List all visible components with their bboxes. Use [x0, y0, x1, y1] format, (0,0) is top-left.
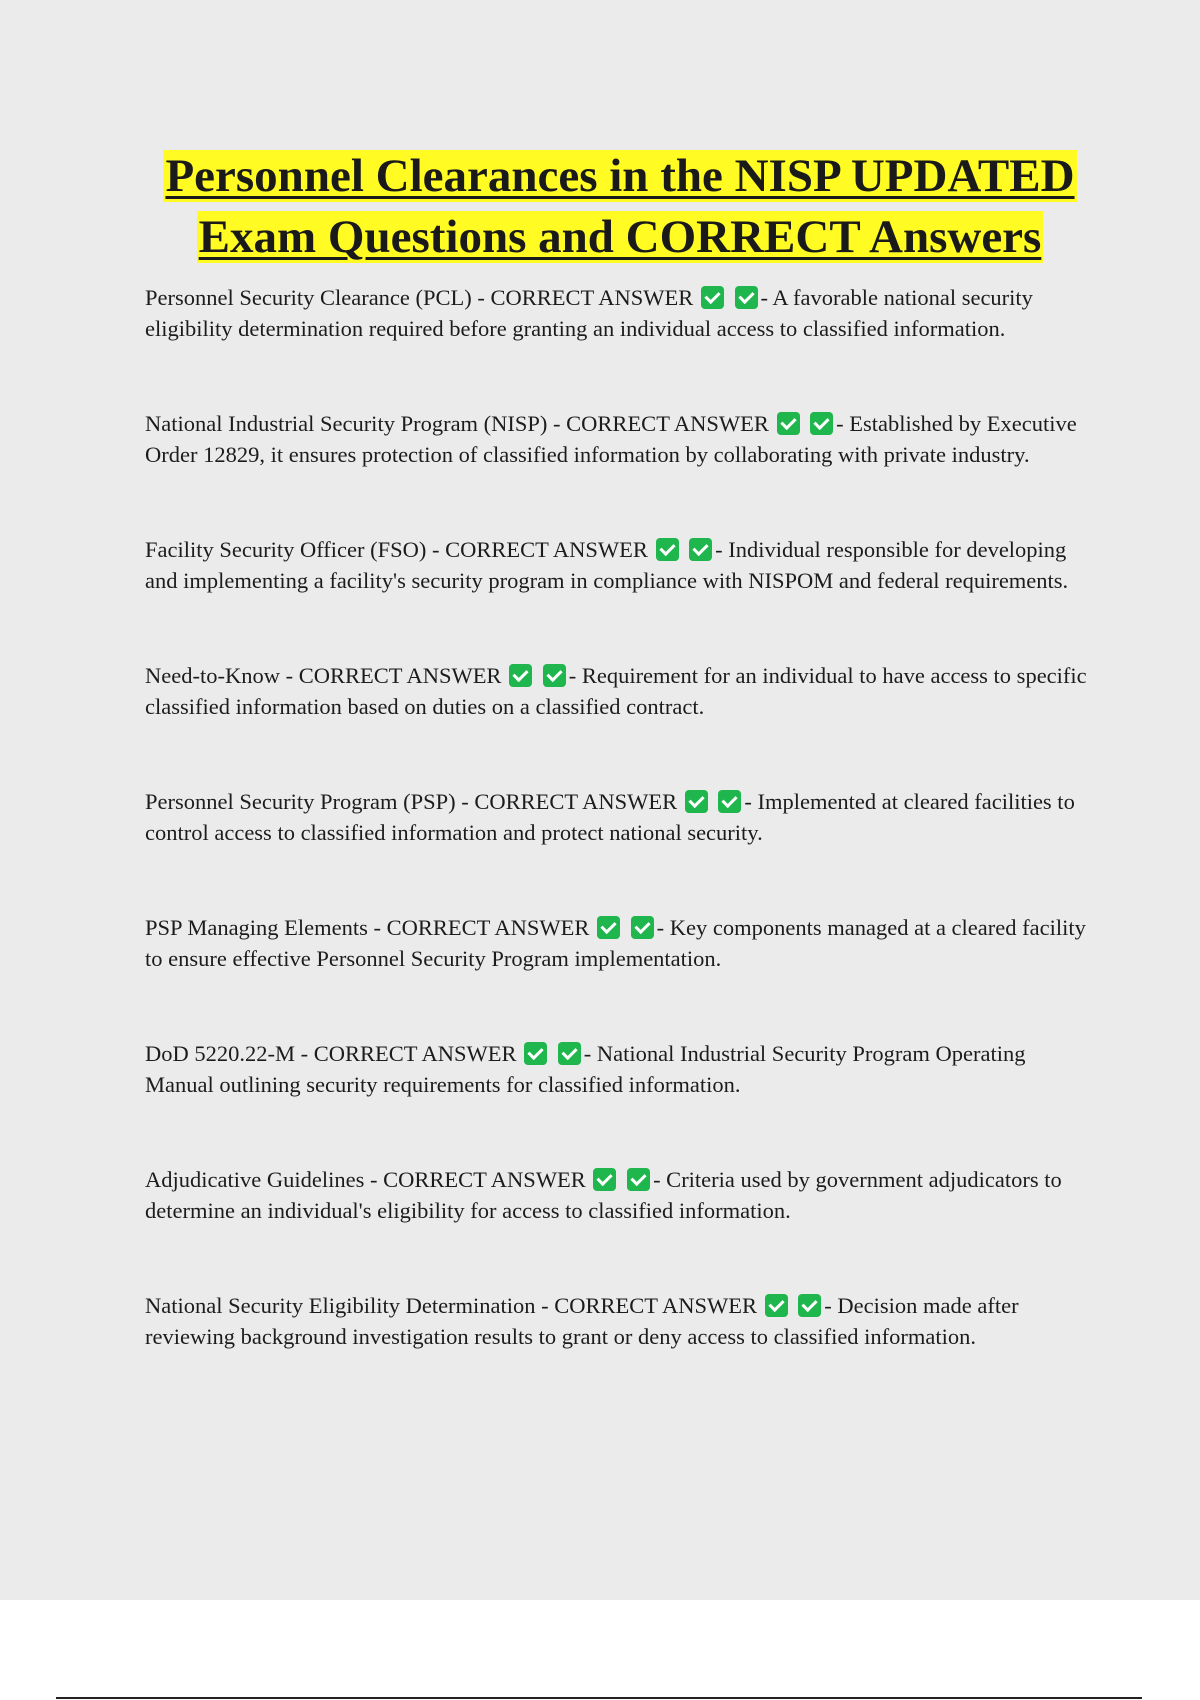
check-mark-icon: [627, 1168, 650, 1191]
qa-entry: [145, 1164, 1095, 1226]
qa-entry: [145, 1038, 1095, 1100]
entry-term: Personnel Security Program (PSP) - CORRECT ANSWER: [145, 789, 678, 814]
qa-list: [145, 282, 1095, 1416]
entry-definition: - Individual responsible for developing and implementing a facility's security program in compliance with NISPOM and federal requirements.: [145, 537, 1069, 593]
title-line-2: Exam Questions and CORRECT Answers: [198, 211, 1042, 263]
entry-definition: - National Industrial Security Program Operating Manual outlining security requirements for classified information.: [145, 1041, 1026, 1097]
check-mark-icon: [777, 412, 800, 435]
entry-definition: - Implemented at cleared facilities to control access to classified information and protect national security.: [145, 789, 1075, 845]
check-mark-icon: [718, 790, 741, 813]
entry-definition: - Established by Executive Order 12829, it ensures protection of classified information by collaborating with private industry.: [145, 411, 1077, 467]
check-mark-icon: [524, 1042, 547, 1065]
entry-definition: - Requirement for an individual to have access to specific classified information based on duties on a classified contract.: [145, 663, 1087, 719]
check-mark-icon: [656, 538, 679, 561]
qa-entry: [145, 786, 1095, 848]
entry-definition: - Decision made after reviewing background investigation results to grant or deny access to classified information.: [145, 1293, 1019, 1349]
check-mark-icon: [593, 1168, 616, 1191]
check-mark-icon: [558, 1042, 581, 1065]
entry-term: National Industrial Security Program (NISP) - CORRECT ANSWER: [145, 411, 769, 436]
check-mark-icon: [685, 790, 708, 813]
check-mark-icon: [798, 1294, 821, 1317]
document-title: [60, 146, 1180, 268]
title-line-1: Personnel Clearances in the NISP UPDATED: [165, 150, 1075, 202]
check-mark-icon: [509, 664, 532, 687]
qa-entry: [145, 1290, 1095, 1352]
qa-entry: [145, 534, 1095, 596]
check-mark-icon: [701, 286, 724, 309]
entry-term: PSP Managing Elements - CORRECT ANSWER: [145, 915, 590, 940]
check-mark-icon: [810, 412, 833, 435]
qa-entry: [145, 912, 1095, 974]
check-mark-icon: [597, 916, 620, 939]
entry-term: Facility Security Officer (FSO) - CORRECT ANSWER: [145, 537, 648, 562]
entry-definition: - A favorable national security eligibility determination required before granting an individual access to classified information.: [145, 285, 1033, 341]
qa-entry: [145, 660, 1095, 722]
entry-term: DoD 5220.22-M - CORRECT ANSWER: [145, 1041, 517, 1066]
entry-definition: - Key components managed at a cleared facility to ensure effective Personnel Security Program implementation.: [145, 915, 1086, 971]
check-mark-icon: [735, 286, 758, 309]
check-mark-icon: [765, 1294, 788, 1317]
entry-term: Personnel Security Clearance (PCL) - CORRECT ANSWER: [145, 285, 694, 310]
entry-term: National Security Eligibility Determination - CORRECT ANSWER: [145, 1293, 758, 1318]
check-mark-icon: [689, 538, 712, 561]
entry-definition: - Criteria used by government adjudicators to determine an individual's eligibility for access to classified information.: [145, 1167, 1062, 1223]
qa-entry: [145, 282, 1095, 344]
check-mark-icon: [631, 916, 654, 939]
entry-term: Adjudicative Guidelines - CORRECT ANSWER: [145, 1167, 586, 1192]
footer-divider: [56, 1697, 1142, 1699]
check-mark-icon: [543, 664, 566, 687]
qa-entry: [145, 408, 1095, 470]
entry-term: Need-to-Know - CORRECT ANSWER: [145, 663, 502, 688]
